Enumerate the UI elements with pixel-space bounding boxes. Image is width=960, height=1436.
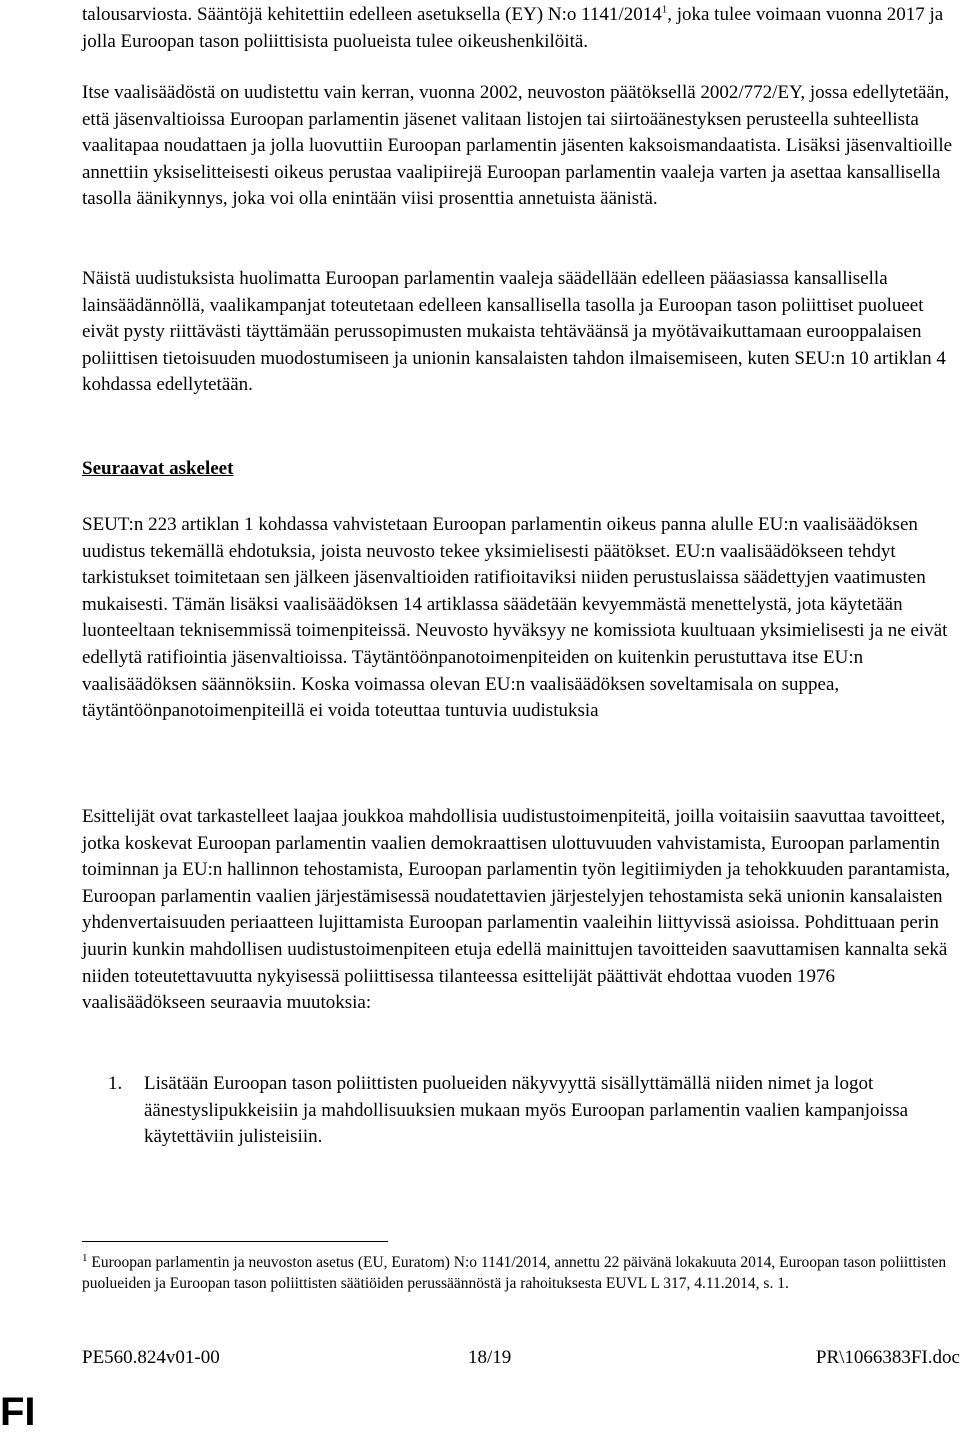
list-item — [108, 1071, 960, 1151]
top-paragraph — [82, 2, 958, 55]
page-number: 18/19 — [468, 1347, 512, 1368]
paragraph-4: Esittelijät ovat tarkastelleet laajaa joukkoa mahdollisia uudistustoimenpiteitä, joilla voitaisiin saavuttaa tavoitteet, jotka koskevat Euroopan parlamentin vaalien demokraattisen ulottuvuuden vahvistamista, Euroopan parlamentin toiminnan ja EU:n hallinnon tehostamista, Euroopan parlamentin työn legitiimiyden ja tehokkuuden parantamista, Euroopan parlamentin vaalien järjestämisessä noudatettavien järjestelyjen tehostamista sekä unionin kansalaisten yhdenvertaisuuden periaatteen lujittamista Euroopan parlamentin vaaleihin liittyvissä asioissa. Pohdittuaan perin juurin kunkin mahdollisen uudistustoimenpiteen etuja edellä mainittujen tavoitteiden saavuttamisen kannalta sekä niiden toteutettavuutta nykyisessä poliittisessa tilanteessa esittelijät päättivät ehdottaa vuoden 1976 vaalisäädökseen seuraavia muutoksia: — [82, 806, 950, 1014]
footnote — [82, 1252, 958, 1294]
document-reference: PE560.824v01-00 — [82, 1347, 220, 1368]
top-paragraph-text-start: talousarviosta. Sääntöjä kehitettiin edelleen asetuksella (EY) N:o 1141/2014 — [82, 4, 662, 25]
paragraph-1: Itse vaalisäädöstä on uudistettu vain kerran, vuonna 2002, neuvoston päätöksellä 2002/772/EY, jossa edellytetään, että jäsenvaltioissa Euroopan parlamentin jäsenet valitaan listojen tai siirtoäänestyksen perusteella suhteellista vaalitapaa noudattaen ja jolla luovuttiin Euroopan parlamentin jäsenten kaksoismandaatista. Lisäksi jäsenvaltioille annettiin yksiselitteisesti oikeus perustaa vaalipiirejä Euroopan parlamentin vaaleja varten ja asettaa kansallisella tasolla äänikynnys, joka voi olla enintään viisi prosenttia annetuista äänistä. — [82, 82, 953, 210]
file-name: PR\1066383FI.doc — [815, 1347, 960, 1368]
list-item-text: Lisätään Euroopan tason poliittisten puolueiden näkyvyyttä sisällyttämällä niiden nimet ja logot äänestyslipukkeisiin ja mahdollisuuksien mukaan myös Euroopan parlamentin vaalien kampanjoissa käytettäviin julisteisiin. — [144, 1073, 909, 1148]
footnote-marker: 1 — [82, 1251, 88, 1264]
page-footer — [82, 1345, 960, 1371]
top-paragraph-text-end: , joka tulee voimaan vuonna 2017 ja jolla Euroopan tason poliittisista puolueista tulee oikeushenkilöitä. — [82, 4, 944, 52]
section-heading: Seuraavat askeleet — [82, 458, 234, 479]
footnote-reference[interactable]: 1 — [661, 3, 668, 16]
list-item-number: 1. — [108, 1073, 123, 1094]
paragraph-3: SEUT:n 223 artiklan 1 kohdassa vahvistetaan Euroopan parlamentin oikeus panna alulle EU:n vaalisäädöksen uudistus tekemällä ehdotuksia, joista neuvosto tekee yksimielisesti päätökset. EU:n vaalisäädökseen tehdyt tarkistukset toimitetaan sen jälkeen jäsenvaltioiden ratifioitaviksi niiden perustuslaissa säädettyjen vaatimusten mukaisesti. Tämän lisäksi vaalisäädöksen 14 artiklassa säädetään kevyemmästä menettelystä, jota käytetään luonteeltaan teknisemmissä toimenpiteissä. Neuvosto hyväksyy ne komissiota kuultuaan yksimielisesti ja ne eivät edellytä ratifiointia jäsenvaltioissa. Täytäntöönpanotoimenpiteiden on kuitenkin perustuttava itse EU:n vaalisäädöksen säännöksiin. Koska voimassa olevan EU:n vaalisäädöksen soveltamisala on suppea, täytäntöönpanotoimenpiteillä ei voida toteuttaa tuntuvia uudistuksia — [82, 514, 948, 722]
language-code: FI — [0, 1390, 36, 1434]
footnote-divider — [82, 1241, 388, 1242]
paragraph-2: Näistä uudistuksista huolimatta Euroopan parlamentin vaaleja säädellään edelleen pääasiassa kansallisella lainsäädännöllä, vaalikampanjat toteutetaan edelleen kansallisella tasolla ja Euroopan tason poliittiset puolueet eivät pysty riittävästi täyttämään perussopimusten mukaista tehtäväänsä ja myötävaikuttamaan eurooppalaisen poliittisen tietoisuuden muodostumiseen ja unionin kansalaisten tahdon ilmaisemiseen, kuten SEU:n 10 artiklan 4 kohdassa edellytetään. — [82, 268, 946, 396]
footnote-text: Euroopan parlamentin ja neuvoston asetus (EU, Euratom) N:o 1141/2014, annettu 22 päivänä lokakuuta 2014, Euroopan tason poliittisten puolueiden ja Euroopan tason poliittisten säätiöiden perussäännöstä ja rahoituksesta EUVL L 317, 4.11.2014, s. 1. — [82, 1254, 947, 1292]
amendment-list — [108, 1071, 960, 1151]
